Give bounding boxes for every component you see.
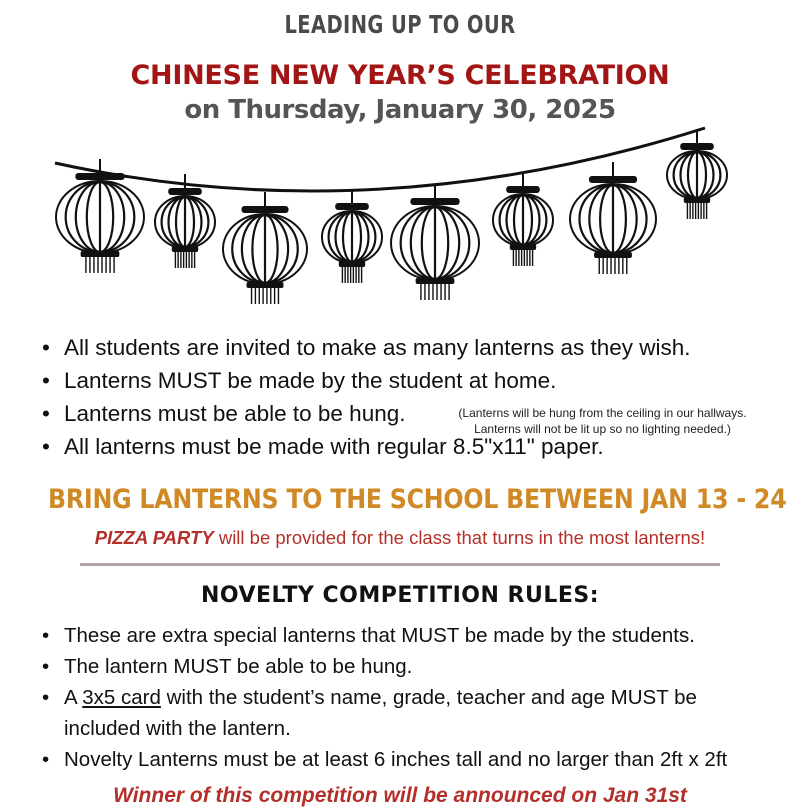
novelty-rule-item: • Novelty Lanterns must be at least 6 inches tall and no larger than 2ft x 2ft (34, 744, 774, 775)
card-underlined-text: 3x5 card (82, 686, 161, 709)
rule-text: A (64, 686, 83, 709)
pizza-party-line (0, 527, 800, 549)
event-date: on Thursday, January 30, 2025 (184, 95, 616, 125)
rule-text: with the student’s name, grade, teacher and age MUST be included with the lantern. (64, 686, 697, 740)
novelty-rules-list (34, 620, 774, 775)
rule-item: • All students are invited to make as many lanterns as they wish. (34, 331, 774, 364)
novelty-rule-item: • These are extra special lanterns that MUST be made by the students. (34, 620, 774, 651)
section-divider (80, 563, 720, 566)
paper-lantern-icon (322, 189, 382, 283)
hanging-note (430, 405, 775, 437)
note-line: (Lanterns will be hung from the ceiling in our hallways. (458, 406, 747, 420)
winner-announcement: Winner of this competition will be announced on Jan 31st (113, 784, 687, 807)
lantern-rules-list (34, 331, 774, 463)
paper-lantern-icon (391, 184, 479, 300)
drop-off-banner: BRING LANTERNS TO THE SCHOOL BETWEEN JAN 13 - 24 (48, 484, 787, 515)
rule-item: • Lanterns MUST be made by the student at home. (34, 364, 774, 397)
kicker-heading: LEADING UP TO OUR (284, 10, 516, 39)
paper-lantern-icon (155, 174, 215, 268)
paper-lantern-icon (667, 129, 727, 219)
lantern-group (56, 129, 727, 304)
rule-item: • All lanterns must be made with regular 8.5"x11" paper. (34, 430, 774, 463)
pizza-party-text: will be provided for the class that turns in the most lanterns! (213, 527, 706, 548)
novelty-rule-item (34, 682, 774, 744)
rule-item: • Lanterns must be able to be hung. (34, 397, 774, 430)
lantern-garland-illustration (0, 118, 800, 318)
novelty-rule-item: • The lantern MUST be able to be hung. (34, 651, 774, 682)
event-title: CHINESE NEW YEAR’S CELEBRATION (130, 60, 670, 91)
paper-lantern-icon (223, 192, 307, 304)
paper-lantern-icon (493, 172, 553, 266)
paper-lantern-icon (570, 162, 656, 274)
note-line: Lanterns will not be lit up so no lighting needed.) (474, 422, 731, 436)
pizza-party-emphasis: PIZZA PARTY (94, 527, 214, 548)
novelty-rules-title: NOVELTY COMPETITION RULES: (200, 583, 600, 608)
